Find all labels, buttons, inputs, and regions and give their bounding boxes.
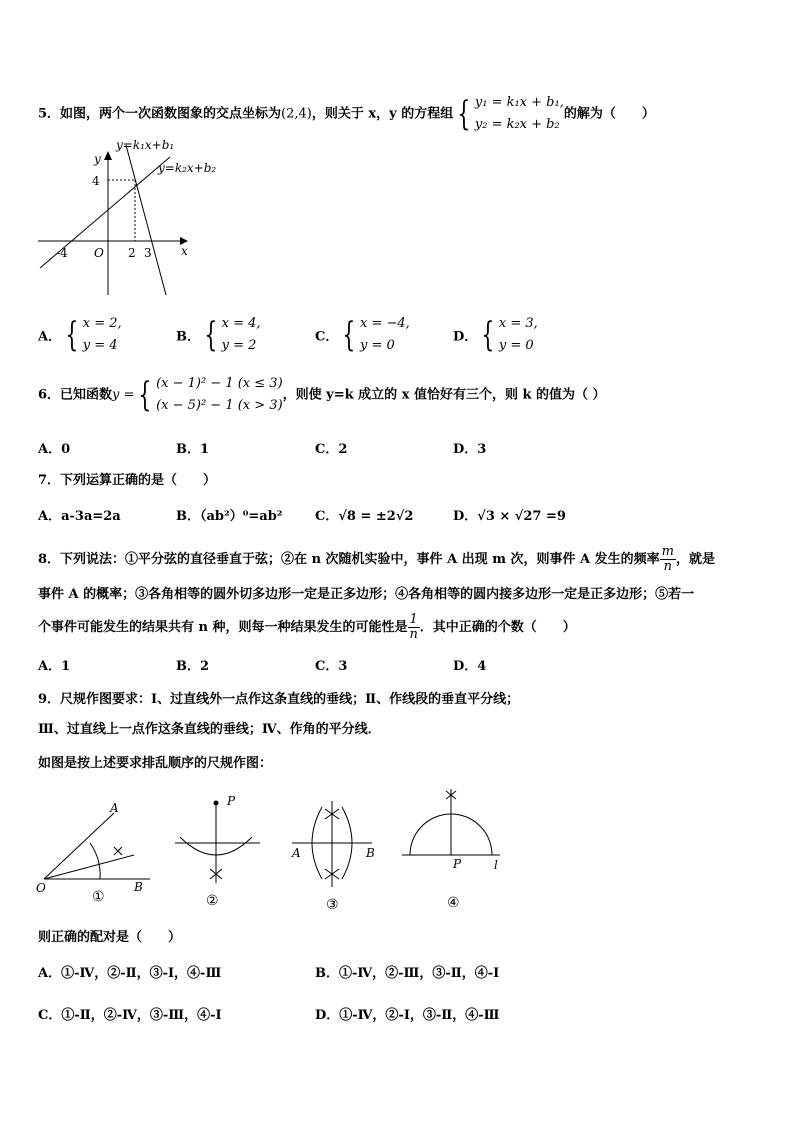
q5-option-b-r2: y = 2 — [221, 338, 257, 353]
q8-line3-b: ．其中正确的个数（ ） — [419, 620, 576, 635]
q6-option-a[interactable]: A．0 — [38, 442, 71, 457]
q6-stem-b: ，则使 y=k 成立的 x 值恰好有三个，则 k 的值为（ ） — [282, 387, 606, 403]
q6-func-y: y = — [112, 387, 135, 403]
q8-option-d[interactable]: D．4 — [453, 659, 487, 674]
q5-option-b-letter: B． — [176, 329, 200, 345]
q5-system — [475, 92, 564, 136]
q9-f4-number: ④ — [447, 895, 460, 911]
q5-stem — [38, 92, 655, 136]
q9-figure-2 — [175, 794, 260, 909]
q5-option-a-system — [83, 313, 122, 357]
q5-option-a[interactable] — [38, 313, 122, 357]
q6-brace: { — [138, 375, 152, 415]
q5-stem-a: 5．如图，两个一次函数图象的交点坐标为 — [38, 106, 282, 122]
q9-figure-4 — [402, 789, 500, 911]
q8-frac-m-n — [660, 545, 676, 574]
q7-stem: 7．下列运算正确的是（ ） — [38, 473, 217, 488]
q5-option-c-system — [360, 313, 410, 357]
q5-option-b[interactable] — [176, 313, 261, 357]
q8-option-a[interactable]: A．1 — [38, 659, 71, 674]
q5-option-b-r1: x = 4, — [221, 316, 261, 331]
q5-option-b-brace: { — [204, 315, 218, 355]
q5-option-d-letter: D． — [453, 329, 478, 345]
q8-line1-end: ，就是 — [675, 552, 715, 567]
q5-option-a-letter: A． — [38, 329, 62, 345]
q9-f1-label-o: O — [36, 881, 46, 895]
q9-f4-label-l: l — [494, 858, 498, 872]
q7-option-c[interactable]: C．√8 = ±2√2 — [315, 509, 414, 524]
q8-frac1-den: n — [663, 559, 672, 574]
q5-option-a-r1: x = 2, — [82, 316, 122, 331]
q9-line3: 如图是按上述要求排乱顺序的尺规作图： — [38, 756, 273, 771]
q6-option-d[interactable]: D．3 — [453, 442, 487, 457]
q8-frac1-num: m — [661, 544, 674, 559]
q5-eq2: y₂ = k₂x + b₂ — [474, 117, 560, 132]
q8-line1 — [38, 545, 715, 574]
q6-case1: (x − 1)² − 1 (x ≤ 3) — [156, 376, 283, 391]
q5-line2-label: y=k₂x+b₂ — [158, 161, 217, 175]
q8-frac-1-n — [408, 613, 420, 642]
q9-f1-label-b: B — [134, 880, 143, 894]
q5-y-label: y — [94, 152, 101, 166]
q6-option-c[interactable]: C．2 — [315, 442, 348, 457]
q5-stem-c: 的解为（ ） — [563, 106, 655, 122]
q7-option-a[interactable]: A．a-3a=2a — [38, 509, 121, 524]
q5-option-b-system — [222, 313, 261, 357]
q7-option-b[interactable]: B．（ab²）⁰=ab² — [176, 509, 283, 524]
q9-f1-label-a: A — [110, 801, 119, 815]
q9-f1-number: ① — [92, 889, 105, 905]
q5-y-arrow-icon — [104, 151, 112, 160]
q6-stem — [38, 373, 606, 417]
q5-line1-label: y=k₁x+b₁ — [116, 138, 175, 152]
q5-option-c-letter: C． — [315, 329, 339, 345]
q5-stem-b: ，则关于 x，y 的方程组 — [311, 106, 454, 122]
q5-brace: { — [457, 94, 471, 134]
q5-option-d-brace: { — [481, 315, 495, 355]
q9-f3-number: ③ — [326, 897, 339, 913]
q9-option-a[interactable]: A．①-Ⅳ，②-Ⅱ，③-Ⅰ，④-Ⅲ — [38, 966, 222, 981]
q6-option-b[interactable]: B．1 — [176, 442, 210, 457]
q5-graph — [30, 135, 230, 305]
q5-option-d-system — [499, 313, 538, 357]
q9-f4-label-p: P — [453, 857, 462, 871]
q9-option-c[interactable]: C．①-Ⅱ，②-Ⅳ，③-Ⅲ，④-Ⅰ — [38, 1008, 222, 1023]
q6-stem-a: 6．已知函数 — [38, 387, 113, 403]
q9-f3-label-b: B — [366, 846, 375, 860]
q9-figure-3 — [291, 801, 375, 913]
q5-option-c-r1: x = −4, — [360, 316, 410, 331]
q5-eq1: y₁ = k₁x + b₁, — [474, 95, 564, 110]
q5-tick-2: 2 — [128, 246, 136, 260]
q8-line2: 事件 A 的概率；③各角相等的圆外切多边形一定是正多边形；④各角相等的圆内接多边形一定是正多边形；⑤若一 — [38, 587, 695, 602]
q8-frac2-num: 1 — [409, 612, 418, 627]
q5-option-c-r2: y = 0 — [360, 338, 395, 353]
q5-x-label: x — [181, 244, 188, 258]
q5-option-d-r1: x = 3, — [498, 316, 538, 331]
q6-cases — [156, 373, 283, 417]
q9-line1: 9．尺规作图要求：Ⅰ、过直线外一点作这条直线的垂线；Ⅱ、作线段的垂直平分线； — [38, 692, 520, 707]
q5-tick-3: 3 — [144, 246, 152, 260]
q5-tick-4: 4 — [92, 174, 100, 188]
q8-line3 — [38, 613, 576, 642]
q8-option-c[interactable]: C．3 — [315, 659, 348, 674]
q6-case2: (x − 5)² − 1 (x > 3) — [156, 398, 283, 413]
q9-figure-1 — [36, 801, 150, 905]
q5-option-a-r2: y = 4 — [82, 338, 118, 353]
q9-f2-label-p: P — [227, 794, 236, 808]
q5-origin: O — [94, 246, 104, 260]
q5-point: (2,4) — [281, 106, 312, 122]
q5-option-d-r2: y = 0 — [498, 338, 534, 353]
q8-frac2-den: n — [409, 627, 418, 642]
q9-line4: 则正确的配对是（ ） — [38, 930, 182, 945]
q9-option-d[interactable]: D．①-Ⅳ，②-Ⅰ，③-Ⅱ，④-Ⅲ — [315, 1008, 500, 1023]
q9-f3-label-a: A — [292, 846, 301, 860]
q8-line1-text: 8．下列说法：①平分弦的直径垂直于弦；②在 n 次随机实验中，事件 A 出现 m 次，则事件 A 发生的频率 — [38, 552, 660, 567]
q9-line2: Ⅲ、过直线上一点作这条直线的垂线；Ⅳ、作角的平分线． — [38, 722, 381, 737]
q9-f2-number: ② — [206, 893, 219, 909]
q5-option-d[interactable] — [453, 313, 538, 357]
q7-option-d[interactable]: D．√3 × √27 =9 — [453, 509, 566, 524]
q5-option-c[interactable] — [315, 313, 410, 357]
q9-option-b[interactable]: B．①-Ⅳ，②-Ⅲ，③-Ⅱ，④-Ⅰ — [315, 966, 500, 981]
q5-option-a-brace: { — [65, 315, 79, 355]
q8-line3-a: 个事件可能发生的结果共有 n 种，则每一种结果发生的可能性是 — [38, 620, 408, 635]
q5-option-c-brace: { — [342, 315, 356, 355]
q8-option-b[interactable]: B．2 — [176, 659, 210, 674]
q9-figures — [30, 785, 520, 915]
q5-tick-neg4: -4 — [56, 246, 68, 260]
